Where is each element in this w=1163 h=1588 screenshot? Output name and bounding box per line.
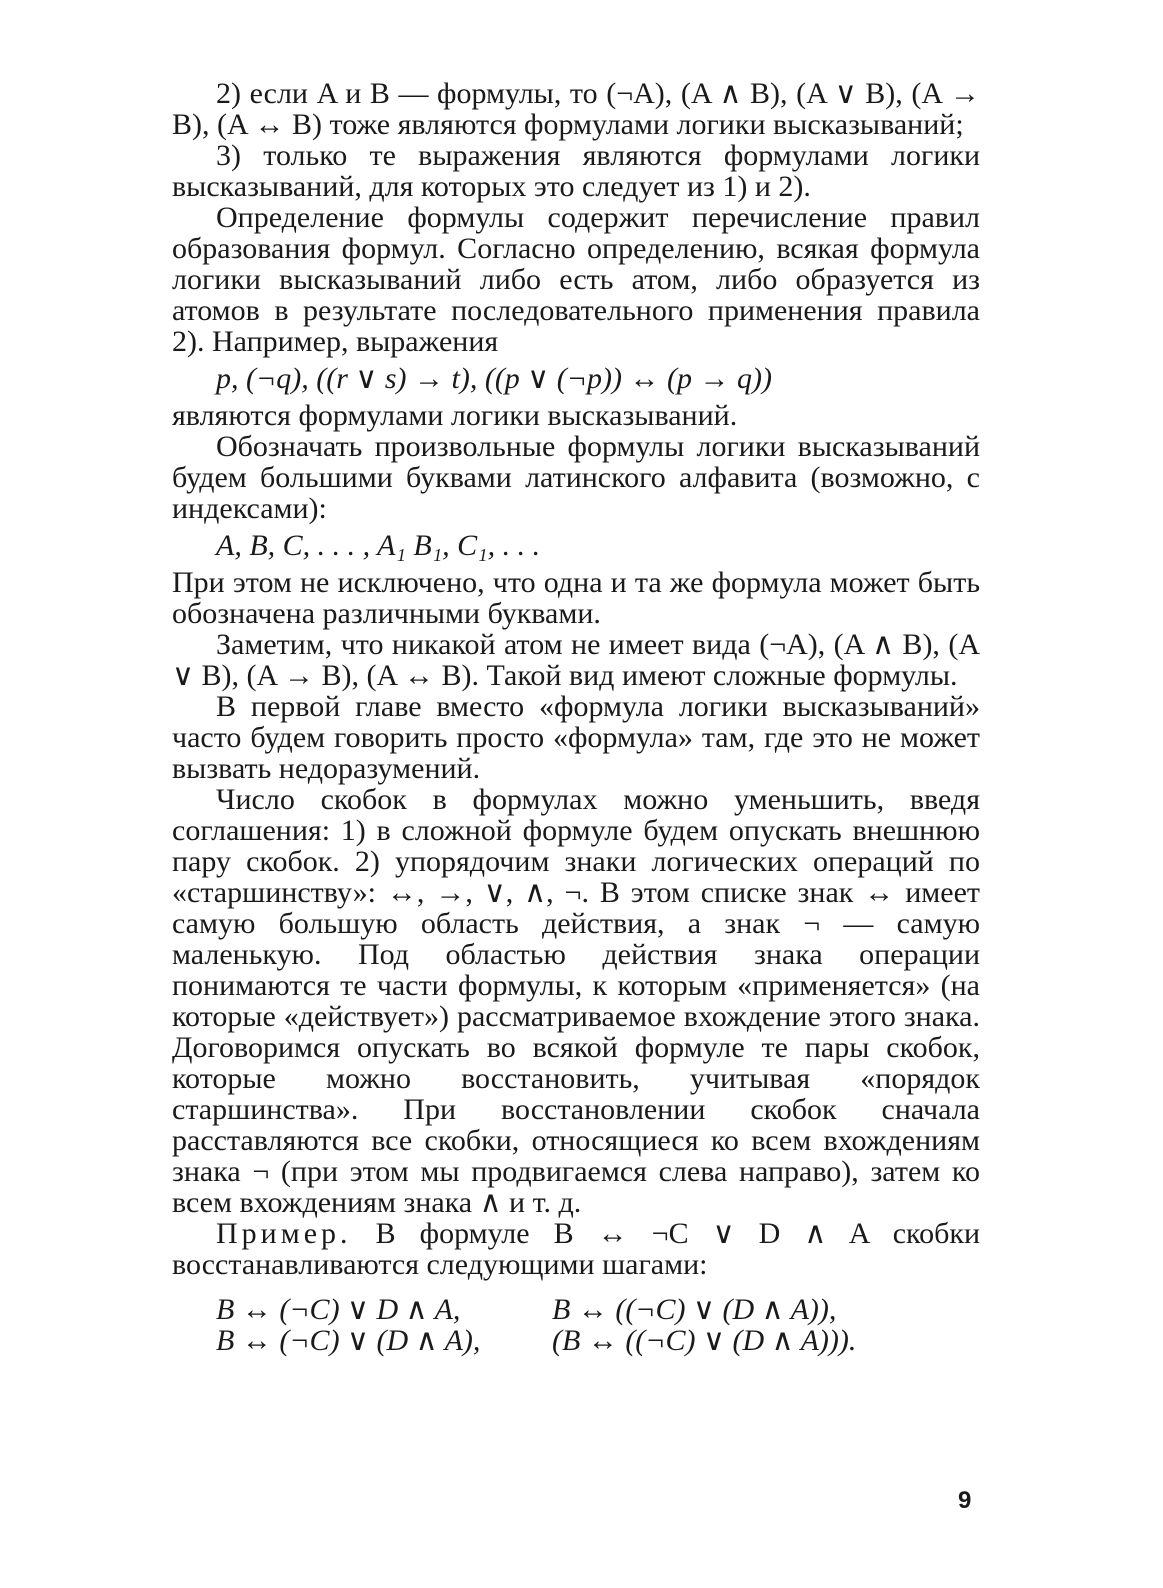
paragraph-rule-3: 3) только те выражения являются формулами логики высказываний, для которых это следует из 1) и 2). — [172, 139, 980, 203]
steps-block — [172, 1294, 980, 1356]
paragraph-definition: Определение формулы содержит перечисление правил образования формул. Согласно определению, всякая формула логики высказываний либо есть атом, либо образуется из атомов в результате последовательного применения правила 2). Например, выражения — [172, 201, 980, 358]
paragraph-example — [172, 1218, 980, 1280]
formula-examples: p, (¬q), ((r ∨ s) → t), ((p ∨ (¬p)) ↔ (p → q)) — [216, 362, 772, 395]
page-body — [172, 78, 980, 1356]
page-number: 9 — [958, 1487, 972, 1514]
step-2: B ↔ ((¬C) ∨ (D ∧ A)), — [552, 1293, 837, 1326]
paragraph-brackets: Число скобок в формулах можно уменьшить, введя соглашения: 1) в сложной формуле будем опускать внешнюю пару скобок. 2) упорядочим знаки логических операций по «старшинству»: ↔, →, ∨, ∧, ¬. В этом списке знак ↔ имеет самую большую область действия, а знак ¬ — самую маленькую. Под областью действия знака операции понимаются те части формулы, к которым «применяется» (на которые «действует») рассматриваемое вхождение этого знака. Договоримся опускать во всякой формуле те пары скобок, которые можно восстановить, учитывая «порядок старшинства». При восстановлении скобок сначала расставляются все скобки, относящиеся ко всем вхождениям знака ¬ (при этом мы продвигаемся слева направо), затем ко всем вхождениям знака ∧ и т. д. — [172, 783, 980, 1219]
paragraph-notation: Обозначать произвольные формулы логики высказываний будем большими буквами латинского алфавита (возможно, с индексами): — [172, 430, 980, 525]
step-1: B ↔ (¬C) ∨ D ∧ A, — [216, 1293, 461, 1326]
example-text: В формуле B ↔ ¬C ∨ D ∧ A скобки восстанавливаются следующими шагами: — [172, 1217, 980, 1281]
step-4: (B ↔ ((¬C) ∨ (D ∧ A))). — [552, 1324, 857, 1357]
paragraph-atom-note: Заметим, что никакой атом не имеет вида (¬A), (A ∧ B), (A ∨ B), (A → B), (A ↔ B). Такой вид имеют сложные формулы. — [172, 628, 980, 692]
step-3: B ↔ (¬C) ∨ (D ∧ A), — [216, 1324, 481, 1357]
paragraph-are-formulas: являются формулами логики высказываний. — [172, 399, 738, 432]
paragraph-chapter-note: В первой главе вместо «формула логики высказываний» часто будем говорить просто «формула» там, где это не может вызвать недоразумений. — [172, 690, 980, 785]
formula-letters: A, B, C, . . . , A₁ B₁, C₁, . . . — [216, 529, 541, 562]
example-label: Пример. — [216, 1217, 352, 1250]
paragraph-not-excluded: При этом не исключено, что одна и та же формула может быть обозначена различными буквами. — [172, 566, 980, 630]
steps-row — [216, 1294, 980, 1325]
steps-row — [216, 1325, 980, 1356]
paragraph-rule-2: 2) если A и B — формулы, то (¬A), (A ∧ B), (A ∨ B), (A → B), (A ↔ B) тоже являются формулами логики высказываний; — [172, 77, 980, 141]
